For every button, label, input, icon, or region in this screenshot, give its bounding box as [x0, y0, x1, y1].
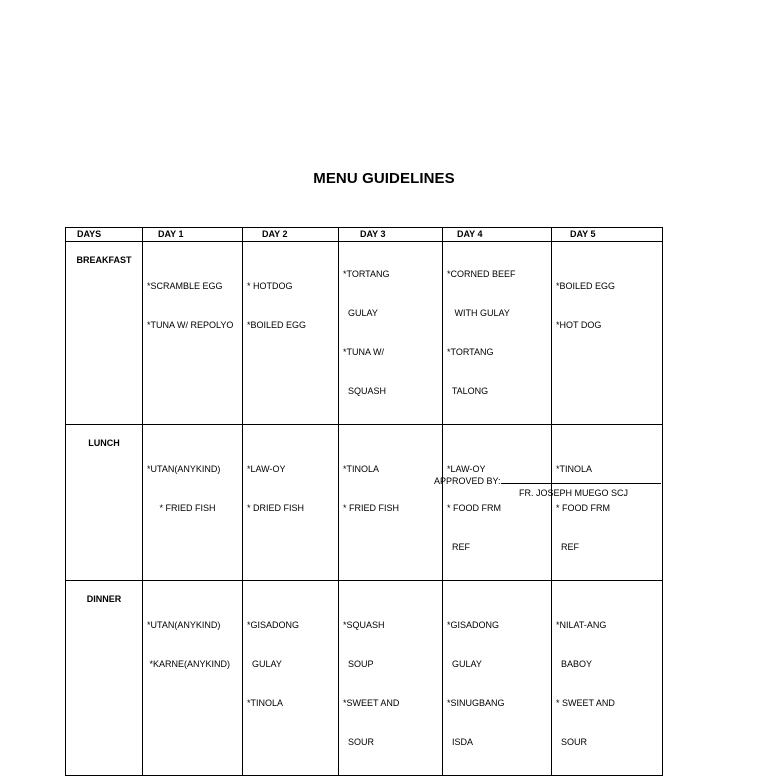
menu-item: SOUR: [556, 737, 588, 747]
menu-item: GULAY: [343, 308, 378, 318]
signature-rule: [501, 474, 661, 484]
menu-cell: [552, 242, 663, 425]
menu-cell: [143, 581, 243, 776]
header-day-3: DAY 3: [339, 228, 443, 242]
menu-item: REF: [556, 542, 580, 552]
menu-item: *TUNA W/: [343, 347, 385, 357]
table-row-dinner: [66, 581, 663, 776]
menu-item: *SWEET AND: [343, 698, 400, 708]
menu-item: *TORTANG: [447, 347, 494, 357]
menu-item: *TORTANG: [343, 269, 390, 279]
menu-item: *LAW-OY: [247, 464, 286, 474]
menu-cell: [552, 581, 663, 776]
menu-item: SOUR: [343, 737, 375, 747]
page-title: MENU GUIDELINES: [313, 170, 455, 187]
table-header-row: [66, 228, 663, 242]
menu-item: BABOY: [556, 659, 593, 669]
menu-item: *TINOLA: [247, 698, 284, 708]
menu-cell: [143, 425, 243, 581]
menu-item: GULAY: [447, 659, 482, 669]
meal-label-dinner: DINNER: [66, 581, 143, 776]
menu-cell: [339, 242, 443, 425]
menu-cell: [552, 425, 663, 581]
menu-item: SOUP: [343, 659, 374, 669]
menu-cell: [443, 425, 552, 581]
header-day-4: DAY 4: [443, 228, 552, 242]
menu-item: *SQUASH: [343, 620, 385, 630]
menu-item: *TUNA W/ REPOLYO: [147, 320, 234, 330]
signer-name: FR. JOSEPH MUEGO SCJ: [519, 488, 629, 498]
table-row-lunch: [66, 425, 663, 581]
menu-item: *UTAN(ANYKIND): [147, 464, 221, 474]
menu-item: TALONG: [447, 386, 489, 396]
menu-item: *UTAN(ANYKIND): [147, 620, 221, 630]
header-days: DAYS: [66, 228, 143, 242]
menu-item: *TINOLA: [343, 464, 380, 474]
menu-item: *TINOLA: [556, 464, 593, 474]
menu-item: *SINUGBANG: [447, 698, 505, 708]
menu-item: * SWEET AND: [556, 698, 615, 708]
header-day-2: DAY 2: [243, 228, 339, 242]
menu-cell: [443, 581, 552, 776]
menu-item: *LAW-OY: [447, 464, 486, 474]
menu-item: *NILAT-ANG: [556, 620, 607, 630]
menu-item: *BOILED EGG: [556, 281, 616, 291]
menu-item: REF: [447, 542, 471, 552]
header-day-1: DAY 1: [143, 228, 243, 242]
menu-cell: [143, 242, 243, 425]
meal-label-breakfast: BREAKFAST: [66, 242, 143, 425]
menu-item: * FOOD FRM: [556, 503, 610, 513]
table-row-breakfast: [66, 242, 663, 425]
menu-table: [65, 227, 663, 776]
menu-cell: [443, 242, 552, 425]
menu-item: SQUASH: [343, 386, 387, 396]
menu-cell: [243, 425, 339, 581]
menu-item: *CORNED BEEF: [447, 269, 516, 279]
menu-item: * HOTDOG: [247, 281, 293, 291]
menu-item: *HOT DOG: [556, 320, 602, 330]
approved-by-label: APPROVED BY:: [434, 476, 501, 486]
menu-item: * DRIED FISH: [247, 503, 305, 513]
menu-item: ISDA: [447, 737, 474, 747]
menu-cell: [339, 425, 443, 581]
menu-item: * FRIED FISH: [147, 503, 216, 513]
menu-item: GULAY: [247, 659, 282, 669]
header-day-5: DAY 5: [552, 228, 663, 242]
menu-item: *SCRAMBLE EGG: [147, 281, 223, 291]
menu-item: * FRIED FISH: [343, 503, 400, 513]
menu-item: * FOOD FRM: [447, 503, 501, 513]
menu-item: *KARNE(ANYKIND): [147, 659, 231, 669]
menu-item: *GISADONG: [447, 620, 500, 630]
menu-item: WITH GULAY: [447, 308, 510, 318]
menu-cell: [243, 242, 339, 425]
menu-item: *BOILED EGG: [247, 320, 307, 330]
menu-cell: [243, 581, 339, 776]
menu-cell: [339, 581, 443, 776]
meal-label-lunch: LUNCH: [66, 425, 143, 581]
menu-item: *GISADONG: [247, 620, 300, 630]
approval-line: [434, 474, 661, 487]
